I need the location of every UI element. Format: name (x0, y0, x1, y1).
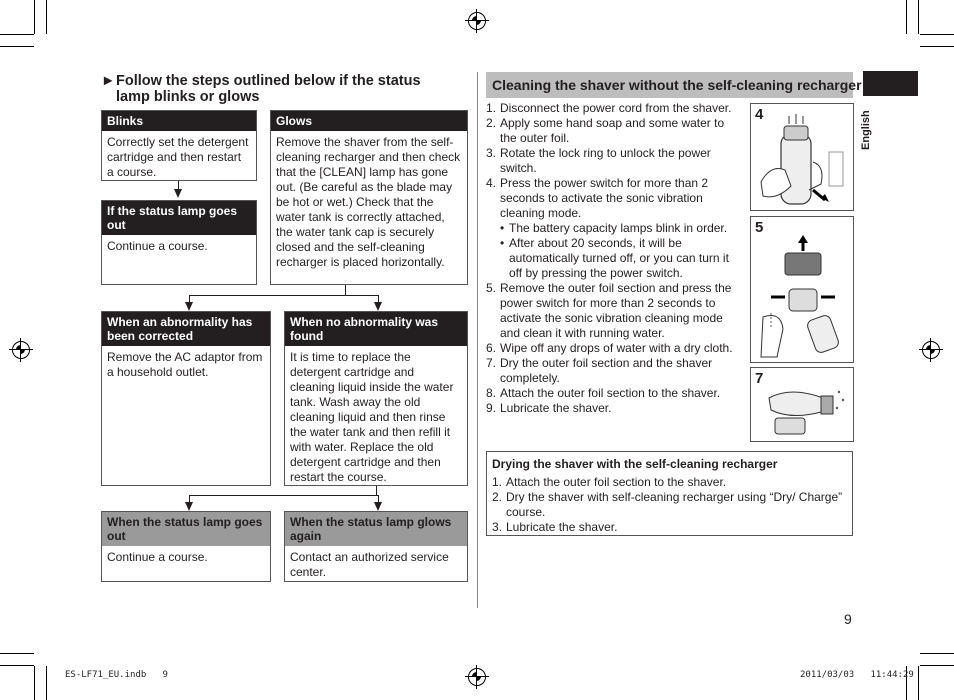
step-item: 4. Press the power switch for more than 2 seconds to activate the sonic vibration cleaning mode. (486, 176, 709, 220)
heading-marker: ► (101, 73, 116, 89)
abnormal-corrected-box (101, 311, 271, 486)
drying-step: 3. Lubricate the shaver. (492, 520, 618, 534)
registration-mark (922, 341, 940, 359)
figure-number: 5 (755, 219, 764, 236)
dry-shaver-illustration (751, 368, 853, 441)
crop-mark (918, 0, 919, 34)
glows-box (270, 110, 468, 285)
step-item: 6. Wipe off any drops of water with a dry cloth. (486, 341, 733, 355)
step-item: 3. Rotate the lock ring to unlock the power switch. (486, 146, 711, 175)
flow-line (178, 181, 179, 189)
step-item: 1. Disconnect the power cord from the shaver. (486, 101, 732, 115)
drying-steps (487, 475, 852, 535)
registration-mark (12, 341, 30, 359)
figure-7 (750, 367, 854, 442)
language-tab (863, 71, 918, 96)
registration-mark (468, 12, 486, 30)
crop-mark (0, 34, 34, 35)
troubleshoot-heading: Follow the steps outlined below if the status lamp blinks or glows (116, 73, 421, 105)
crop-mark (920, 653, 954, 654)
lamp-glows-box (284, 511, 468, 582)
flow-arrow (374, 502, 382, 511)
abnormal-corrected-body: Remove the AC adaptor from a household outlet. (107, 350, 263, 379)
figure-number: 7 (755, 370, 764, 387)
step-subitem: • The battery capacity lamps blink in order. (500, 221, 728, 235)
figure-4 (750, 103, 854, 211)
drying-box (486, 451, 853, 536)
crop-mark (0, 653, 34, 654)
registration-mark (468, 668, 486, 686)
crop-mark (46, 0, 47, 34)
blinks-title: Blinks (102, 111, 256, 131)
lamp-out-box (101, 511, 271, 582)
flow-line (189, 495, 378, 496)
crop-mark (0, 665, 34, 666)
goes-out-box (101, 200, 257, 285)
abnormal-corrected-title: When an abnormality has been corrected (102, 312, 270, 346)
crop-mark (0, 46, 34, 47)
blinks-box (101, 110, 257, 181)
crop-mark (918, 666, 919, 700)
goes-out-title: If the status lamp goes out (102, 201, 256, 235)
crop-mark (46, 666, 47, 700)
no-abnormal-box (284, 311, 468, 486)
lamp-out-title: When the status lamp goes out (102, 512, 270, 546)
flow-line (189, 295, 378, 296)
crop-mark (920, 46, 954, 47)
page-number: 9 (844, 611, 852, 627)
figure-5 (750, 216, 854, 363)
lamp-glows-title: When the status lamp glows again (285, 512, 467, 546)
flow-arrow (374, 302, 382, 311)
crop-mark (920, 665, 954, 666)
crop-mark (34, 666, 35, 700)
glows-title: Glows (271, 111, 467, 131)
section-title: Cleaning the shaver without the self-cleaning recharger (486, 72, 853, 98)
language-label: English (860, 110, 872, 150)
step-subitem: • After about 20 seconds, it will be automatically turned off, or you can turn it off by pressing the power switch. (500, 236, 729, 280)
blinks-body: Correctly set the detergent cartridge and then restart a course. (107, 135, 249, 179)
no-abnormal-title: When no abnormality was found (285, 312, 467, 346)
figure-number: 4 (755, 106, 764, 123)
footer-file: ES-LF71_EU.indb 9 (65, 670, 168, 680)
shaver-soap-illustration (751, 104, 853, 210)
step-item: 5. Remove the outer foil section and press the power switch for more than 2 seconds to activate the sonic vibration cleaning mode and clean it with running water. (486, 281, 732, 340)
lamp-glows-body: Contact an authorized service center. (290, 550, 449, 579)
lamp-out-body: Continue a course. (107, 550, 208, 564)
crop-mark (34, 0, 35, 34)
glows-body: Remove the shaver from the self-cleaning recharger and then check that the [CLEAN] lamp has gone out. (Be careful as the blade may be hot or wet.) Check that the water tank is correctly attached, the water tank cap is securely closed and the self-cleaning recharger is placed horizontally. (276, 135, 461, 269)
flow-line (376, 486, 377, 495)
drying-title: Drying the shaver with the self-cleaning recharger (492, 457, 778, 471)
drying-step: 1. Attach the outer foil section to the shaver. (492, 475, 727, 489)
crop-mark (920, 34, 954, 35)
footer-datetime: 2011/03/03 11:44:29 (800, 670, 914, 680)
flow-line (345, 285, 346, 295)
no-abnormal-body: It is time to replace the detergent cartridge and cleaning liquid inside the water tank. Wash away the old cleaning liquid and then rinse the water tank and then refill it with water. Replace the old detergent cartridge and then restart the course. (290, 350, 454, 484)
flow-arrow (174, 189, 182, 198)
remove-foil-illustration (751, 217, 853, 362)
step-item: 8. Attach the outer foil section to the shaver. (486, 386, 721, 400)
flow-arrow (185, 502, 193, 511)
goes-out-body: Continue a course. (107, 239, 208, 253)
column-divider (477, 72, 478, 608)
flow-arrow (185, 302, 193, 311)
drying-step: 2. Dry the shaver with self-cleaning recharger using “Dry/ Charge” course. (492, 490, 843, 519)
step-item: 2. Apply some hand soap and some water to the outer foil. (486, 116, 725, 145)
cleaning-steps (486, 101, 744, 416)
step-item: 9. Lubricate the shaver. (486, 401, 612, 415)
step-item: 7. Dry the outer foil section and the shaver completely. (486, 356, 713, 385)
crop-mark (906, 0, 907, 34)
